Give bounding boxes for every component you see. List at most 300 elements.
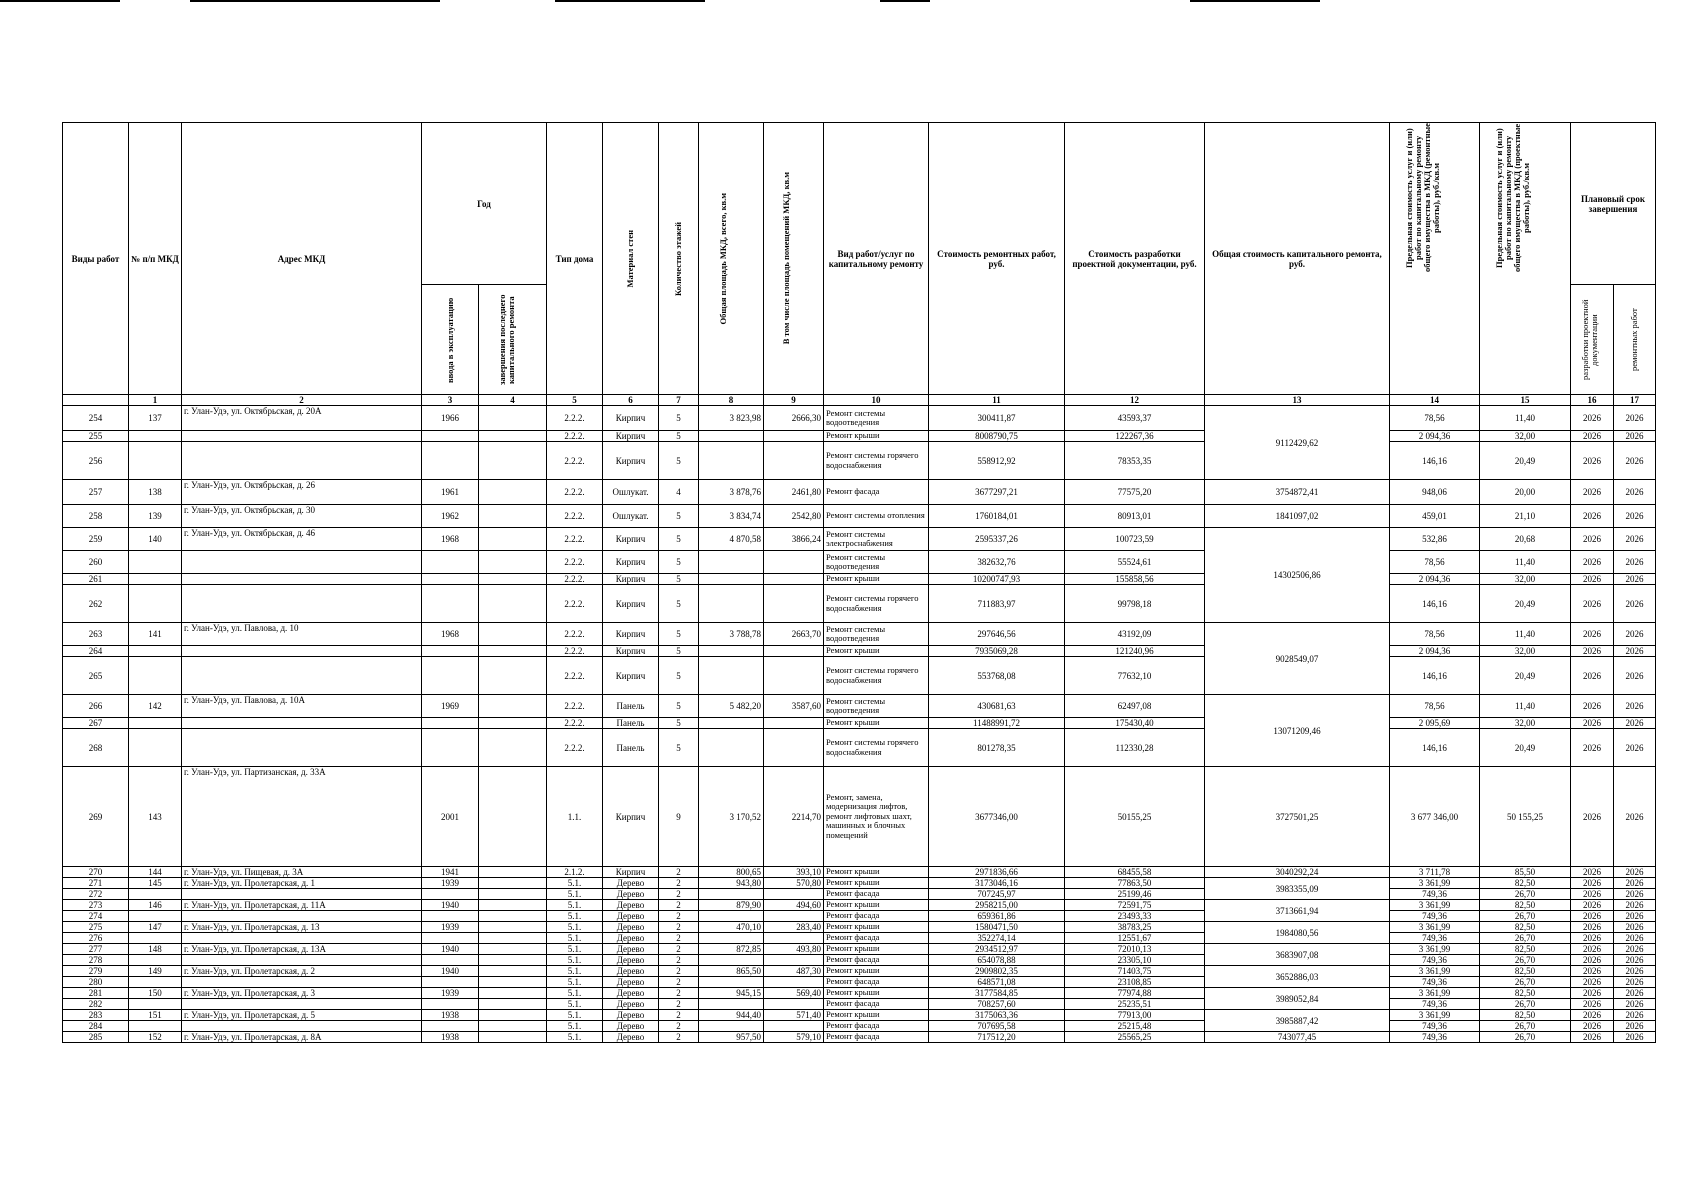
cell-year-last-repair (479, 406, 547, 431)
cell-limit-design: 82,50 (1480, 1010, 1571, 1021)
cell-limit-design: 32,00 (1480, 431, 1571, 442)
cell-address: г. Улан-Удэ, ул. Пролетарская, д. 3 (182, 988, 422, 999)
cell-deadline-design: 2026 (1571, 867, 1614, 878)
cell-limit-repair: 3 361,99 (1390, 922, 1480, 933)
column-number: 15 (1480, 395, 1571, 406)
cell-house-type: 5.1. (547, 955, 603, 966)
cell-design-cost: 12551,67 (1065, 933, 1205, 944)
cell-limit-design: 82,50 (1480, 922, 1571, 933)
cell-wall-material: Ошлукат. (603, 480, 659, 505)
cell-year-commission: 1939 (422, 922, 479, 933)
cell-row-number: 273 (63, 900, 129, 911)
header-wall-material-cell (603, 123, 659, 395)
cell-address: г. Улан-Удэ, ул. Пролетарская, д. 5 (182, 1010, 422, 1021)
cell-work-kind: Ремонт крыши (824, 966, 929, 977)
cell-work-kind: Ремонт фасада (824, 1032, 929, 1043)
cell-deadline-repair: 2026 (1614, 623, 1656, 646)
cell-address (182, 977, 422, 988)
cell-wall-material: Дерево (603, 933, 659, 944)
cell-mkd-number (129, 911, 182, 922)
cell-premises-area: 571,40 (764, 1010, 824, 1021)
cell-premises-area (764, 646, 824, 657)
cell-year-last-repair (479, 867, 547, 878)
cell-house-type: 2.2.2. (547, 505, 603, 528)
cell-floors: 4 (659, 480, 699, 505)
cell-design-cost: 62497,08 (1065, 695, 1205, 718)
cell-work-kind: Ремонт крыши (824, 1010, 929, 1021)
cell-total-area: 3 170,52 (699, 767, 764, 867)
cell-mkd-number (129, 933, 182, 944)
cell-total-area (699, 977, 764, 988)
column-number: 17 (1614, 395, 1656, 406)
cell-deadline-repair: 2026 (1614, 574, 1656, 585)
header-design-cost: Стоимость разработки проектной документации, руб. (1065, 123, 1205, 395)
cell-limit-repair: 3 711,78 (1390, 867, 1480, 878)
column-number: 1 (129, 395, 182, 406)
cell-wall-material: Кирпич (603, 528, 659, 551)
cell-limit-repair: 749,36 (1390, 1021, 1480, 1032)
cell-floors: 2 (659, 867, 699, 878)
cell-deadline-design: 2026 (1571, 505, 1614, 528)
cell-work-kind: Ремонт системы водоотведения (824, 695, 929, 718)
cell-year-commission (422, 442, 479, 480)
cell-year-last-repair (479, 480, 547, 505)
table-row (63, 933, 1656, 944)
cell-deadline-design: 2026 (1571, 977, 1614, 988)
cell-work-kind: Ремонт фасада (824, 480, 929, 505)
cell-design-cost: 100723,59 (1065, 528, 1205, 551)
cell-house-type: 2.2.2. (547, 431, 603, 442)
cell-deadline-design: 2026 (1571, 955, 1614, 966)
cell-year-last-repair (479, 505, 547, 528)
column-number: 16 (1571, 395, 1614, 406)
cell-mkd-number: 145 (129, 878, 182, 889)
cell-mkd-number (129, 889, 182, 900)
cell-limit-repair: 146,16 (1390, 442, 1480, 480)
cell-limit-repair: 3 361,99 (1390, 988, 1480, 999)
cell-design-cost: 43593,37 (1065, 406, 1205, 431)
table-row (63, 623, 1656, 646)
cell-deadline-design: 2026 (1571, 442, 1614, 480)
cell-design-cost: 25199,46 (1065, 889, 1205, 900)
cell-wall-material: Кирпич (603, 867, 659, 878)
cell-total-cost: 3754872,41 (1205, 480, 1390, 505)
cell-limit-repair: 78,56 (1390, 695, 1480, 718)
cell-work-kind: Ремонт крыши (824, 867, 929, 878)
table-row (63, 944, 1656, 955)
cell-total-area (699, 574, 764, 585)
cell-deadline-repair: 2026 (1614, 878, 1656, 889)
cell-total-cost: 3727501,25 (1205, 767, 1390, 867)
cell-row-number: 270 (63, 867, 129, 878)
cell-repair-cost: 430681,63 (929, 695, 1065, 718)
cell-design-cost: 77575,20 (1065, 480, 1205, 505)
cell-deadline-repair: 2026 (1614, 999, 1656, 1010)
cell-mkd-number (129, 657, 182, 695)
cell-repair-cost: 553768,08 (929, 657, 1065, 695)
table-row (63, 574, 1656, 585)
cell-limit-repair: 2 094,36 (1390, 431, 1480, 442)
cell-wall-material: Кирпич (603, 646, 659, 657)
cell-premises-area (764, 933, 824, 944)
cell-repair-cost: 3677297,21 (929, 480, 1065, 505)
cell-work-kind: Ремонт крыши (824, 718, 929, 729)
cell-work-kind: Ремонт крыши (824, 988, 929, 999)
cell-design-cost: 25215,48 (1065, 1021, 1205, 1032)
cell-year-last-repair (479, 718, 547, 729)
table-row (63, 718, 1656, 729)
cell-deadline-design: 2026 (1571, 999, 1614, 1010)
cell-mkd-number: 141 (129, 623, 182, 646)
cell-premises-area: 2461,80 (764, 480, 824, 505)
cell-design-cost: 112330,28 (1065, 729, 1205, 767)
header-deadline-repair-cell (1614, 285, 1656, 395)
cell-year-commission (422, 574, 479, 585)
table-row (63, 695, 1656, 718)
cell-repair-cost: 2971836,66 (929, 867, 1065, 878)
cell-wall-material: Дерево (603, 966, 659, 977)
cell-year-last-repair (479, 623, 547, 646)
cell-design-cost: 55524,61 (1065, 551, 1205, 574)
cell-total-area: 4 870,58 (699, 528, 764, 551)
cell-limit-design: 32,00 (1480, 574, 1571, 585)
cell-total-cost: 743077,45 (1205, 1032, 1390, 1043)
cell-design-cost: 78353,35 (1065, 442, 1205, 480)
column-number: 8 (699, 395, 764, 406)
table-row (63, 585, 1656, 623)
cell-limit-repair: 3 361,99 (1390, 1010, 1480, 1021)
cell-floors: 5 (659, 442, 699, 480)
cell-mkd-number: 151 (129, 1010, 182, 1021)
cell-total-area: 943,80 (699, 878, 764, 889)
cell-address (182, 911, 422, 922)
cell-deadline-repair: 2026 (1614, 900, 1656, 911)
cell-limit-repair: 948,06 (1390, 480, 1480, 505)
cell-wall-material: Дерево (603, 1021, 659, 1032)
cell-floors: 5 (659, 431, 699, 442)
cell-row-number: 265 (63, 657, 129, 695)
cell-total-area (699, 646, 764, 657)
cell-total-area: 3 788,78 (699, 623, 764, 646)
cell-limit-design: 26,70 (1480, 999, 1571, 1010)
cell-total-cost: 3683907,08 (1205, 944, 1390, 966)
cell-premises-area (764, 585, 824, 623)
cell-house-type: 2.2.2. (547, 695, 603, 718)
column-number: 3 (422, 395, 479, 406)
cell-repair-cost: 2909802,35 (929, 966, 1065, 977)
cell-mkd-number: 150 (129, 988, 182, 999)
cell-address (182, 646, 422, 657)
scan-edge-line (555, 0, 705, 2)
cell-wall-material: Дерево (603, 878, 659, 889)
cell-deadline-repair: 2026 (1614, 767, 1656, 867)
cell-row-number: 260 (63, 551, 129, 574)
table-row (63, 988, 1656, 999)
cell-work-kind: Ремонт системы водоотведения (824, 551, 929, 574)
cell-limit-design: 26,70 (1480, 1021, 1571, 1032)
cell-year-last-repair (479, 933, 547, 944)
header-work-kind: Вид работ/услуг по капитальному ремонту (824, 123, 929, 395)
cell-repair-cost: 7935069,28 (929, 646, 1065, 657)
cell-floors: 5 (659, 623, 699, 646)
cell-total-area (699, 431, 764, 442)
cell-total-cost: 3713661,94 (1205, 900, 1390, 922)
cell-wall-material: Кирпич (603, 431, 659, 442)
cell-row-number: 277 (63, 944, 129, 955)
cell-house-type: 2.2.2. (547, 718, 603, 729)
cell-repair-cost: 3677346,00 (929, 767, 1065, 867)
cell-repair-cost: 11488991,72 (929, 718, 1065, 729)
cell-address: г. Улан-Удэ, ул. Партизанская, д. 33А (182, 767, 422, 867)
cell-repair-cost: 711883,97 (929, 585, 1065, 623)
cell-limit-design: 26,70 (1480, 889, 1571, 900)
cell-wall-material: Кирпич (603, 442, 659, 480)
cell-repair-cost: 10200747,93 (929, 574, 1065, 585)
cell-floors: 5 (659, 505, 699, 528)
cell-total-area (699, 999, 764, 1010)
cell-mkd-number (129, 646, 182, 657)
cell-floors: 5 (659, 695, 699, 718)
cell-wall-material: Дерево (603, 900, 659, 911)
cell-deadline-repair: 2026 (1614, 977, 1656, 988)
cell-row-number: 266 (63, 695, 129, 718)
cell-deadline-design: 2026 (1571, 922, 1614, 933)
cell-design-cost: 72591,75 (1065, 900, 1205, 911)
cell-house-type: 5.1. (547, 933, 603, 944)
cell-wall-material: Дерево (603, 999, 659, 1010)
cell-year-commission (422, 718, 479, 729)
cell-limit-design: 20,49 (1480, 442, 1571, 480)
cell-year-commission: 1969 (422, 695, 479, 718)
cell-year-commission (422, 729, 479, 767)
cell-total-cost: 3652886,03 (1205, 966, 1390, 988)
cell-floors: 2 (659, 1021, 699, 1032)
cell-limit-repair: 749,36 (1390, 889, 1480, 900)
cell-premises-area (764, 977, 824, 988)
cell-limit-design: 82,50 (1480, 944, 1571, 955)
cell-deadline-repair: 2026 (1614, 988, 1656, 999)
cell-limit-design: 20,49 (1480, 585, 1571, 623)
cell-limit-repair: 146,16 (1390, 657, 1480, 695)
table-row (63, 657, 1656, 695)
table-row (63, 911, 1656, 922)
cell-work-kind: Ремонт фасада (824, 955, 929, 966)
cell-limit-repair: 2 094,36 (1390, 574, 1480, 585)
cell-year-commission (422, 999, 479, 1010)
cell-year-last-repair (479, 988, 547, 999)
cell-premises-area: 494,60 (764, 900, 824, 911)
cell-mkd-number: 148 (129, 944, 182, 955)
cell-total-area (699, 1021, 764, 1032)
cell-year-last-repair (479, 1021, 547, 1032)
cell-total-area: 865,50 (699, 966, 764, 977)
cell-year-last-repair (479, 999, 547, 1010)
cell-house-type: 5.1. (547, 977, 603, 988)
cell-house-type: 5.1. (547, 966, 603, 977)
cell-house-type: 2.2.2. (547, 406, 603, 431)
cell-design-cost: 121240,96 (1065, 646, 1205, 657)
cell-row-number: 283 (63, 1010, 129, 1021)
cell-address: г. Улан-Удэ, ул. Октябрьская, д. 30 (182, 505, 422, 528)
column-number: 4 (479, 395, 547, 406)
cell-floors: 2 (659, 977, 699, 988)
cell-deadline-repair: 2026 (1614, 922, 1656, 933)
cell-work-kind: Ремонт системы горячего водоснабжения (824, 657, 929, 695)
cell-design-cost: 23305,10 (1065, 955, 1205, 966)
cell-row-number: 264 (63, 646, 129, 657)
cell-row-number: 280 (63, 977, 129, 988)
cell-house-type: 2.2.2. (547, 551, 603, 574)
cell-mkd-number (129, 431, 182, 442)
cell-year-commission: 1939 (422, 988, 479, 999)
cell-row-number: 254 (63, 406, 129, 431)
cell-deadline-design: 2026 (1571, 657, 1614, 695)
table-row (63, 1032, 1656, 1043)
cell-repair-cost: 2958215,00 (929, 900, 1065, 911)
cell-design-cost: 50155,25 (1065, 767, 1205, 867)
header-year-commission-cell (422, 285, 479, 395)
scan-edge-line (190, 0, 440, 2)
cell-year-commission (422, 1021, 479, 1032)
cell-row-number: 272 (63, 889, 129, 900)
cell-design-cost: 77974,88 (1065, 988, 1205, 999)
cell-deadline-repair: 2026 (1614, 911, 1656, 922)
scan-edge-line (1190, 0, 1320, 2)
table-row (63, 431, 1656, 442)
cell-total-cost: 14302506,86 (1205, 528, 1390, 623)
cell-limit-repair: 3 361,99 (1390, 878, 1480, 889)
table-row (63, 889, 1656, 900)
cell-mkd-number (129, 551, 182, 574)
cell-repair-cost: 659361,86 (929, 911, 1065, 922)
cell-house-type: 5.1. (547, 878, 603, 889)
cell-repair-cost: 2934512,97 (929, 944, 1065, 955)
cell-address: г. Улан-Удэ, ул. Пролетарская, д. 13 (182, 922, 422, 933)
table-row (63, 900, 1656, 911)
cell-design-cost: 71403,75 (1065, 966, 1205, 977)
cell-deadline-repair: 2026 (1614, 955, 1656, 966)
table-row (63, 406, 1656, 431)
cell-repair-cost: 654078,88 (929, 955, 1065, 966)
cell-house-type: 5.1. (547, 944, 603, 955)
cell-limit-repair: 3 361,99 (1390, 966, 1480, 977)
column-number: 14 (1390, 395, 1480, 406)
cell-house-type: 2.2.2. (547, 528, 603, 551)
cell-floors: 5 (659, 406, 699, 431)
header-limit-repair-cell (1390, 123, 1480, 395)
cell-address: г. Улан-Удэ, ул. Октябрьская, д. 26 (182, 480, 422, 505)
header-year-last-repair: завершения последнего капитального ремонта (496, 294, 516, 385)
cell-design-cost: 23493,33 (1065, 911, 1205, 922)
column-number-row (63, 395, 1656, 406)
column-number: 12 (1065, 395, 1205, 406)
cell-deadline-repair: 2026 (1614, 966, 1656, 977)
cell-wall-material: Дерево (603, 911, 659, 922)
cell-total-area: 3 834,74 (699, 505, 764, 528)
header-total-cost: Общая стоимость капитального ремонта, руб. (1205, 123, 1390, 395)
cell-work-kind: Ремонт системы отопления (824, 505, 929, 528)
column-number: 13 (1205, 395, 1390, 406)
cell-repair-cost: 3175063,36 (929, 1010, 1065, 1021)
cell-house-type: 2.2.2. (547, 480, 603, 505)
cell-wall-material: Кирпич (603, 657, 659, 695)
cell-floors: 5 (659, 574, 699, 585)
cell-limit-design: 21,10 (1480, 505, 1571, 528)
cell-address (182, 718, 422, 729)
cell-work-kind: Ремонт системы горячего водоснабжения (824, 585, 929, 623)
cell-deadline-repair: 2026 (1614, 1021, 1656, 1032)
cell-limit-design: 50 155,25 (1480, 767, 1571, 867)
cell-year-commission (422, 977, 479, 988)
cell-limit-repair: 3 677 346,00 (1390, 767, 1480, 867)
cell-premises-area (764, 431, 824, 442)
cell-deadline-repair: 2026 (1614, 551, 1656, 574)
cell-row-number: 271 (63, 878, 129, 889)
cell-deadline-design: 2026 (1571, 574, 1614, 585)
cell-limit-repair: 3 361,99 (1390, 900, 1480, 911)
cell-year-commission (422, 933, 479, 944)
cell-premises-area: 2666,30 (764, 406, 824, 431)
cell-design-cost: 155858,56 (1065, 574, 1205, 585)
cell-mkd-number: 143 (129, 767, 182, 867)
cell-deadline-design: 2026 (1571, 933, 1614, 944)
cell-year-last-repair (479, 442, 547, 480)
cell-limit-repair: 2 094,36 (1390, 646, 1480, 657)
cell-limit-repair: 146,16 (1390, 585, 1480, 623)
cell-deadline-repair: 2026 (1614, 480, 1656, 505)
column-number: 11 (929, 395, 1065, 406)
cell-address: г. Улан-Удэ, ул. Октябрьская, д. 20А (182, 406, 422, 431)
cell-mkd-number: 147 (129, 922, 182, 933)
cell-floors: 5 (659, 718, 699, 729)
table-row (63, 999, 1656, 1010)
cell-repair-cost: 717512,20 (929, 1032, 1065, 1043)
header-year: Год (422, 123, 547, 285)
cell-deadline-design: 2026 (1571, 585, 1614, 623)
cell-mkd-number (129, 729, 182, 767)
cell-repair-cost: 300411,87 (929, 406, 1065, 431)
cell-premises-area (764, 442, 824, 480)
cell-total-area (699, 889, 764, 900)
cell-year-commission (422, 911, 479, 922)
capital-repair-table (62, 122, 1656, 1043)
cell-limit-repair: 78,56 (1390, 623, 1480, 646)
cell-design-cost: 25235,51 (1065, 999, 1205, 1010)
cell-year-last-repair (479, 551, 547, 574)
cell-deadline-design: 2026 (1571, 729, 1614, 767)
cell-limit-repair: 78,56 (1390, 406, 1480, 431)
cell-year-last-repair (479, 767, 547, 867)
cell-house-type: 5.1. (547, 900, 603, 911)
cell-limit-design: 82,50 (1480, 966, 1571, 977)
cell-total-area: 3 823,98 (699, 406, 764, 431)
cell-repair-cost: 8008790,75 (929, 431, 1065, 442)
cell-deadline-repair: 2026 (1614, 944, 1656, 955)
cell-year-last-repair (479, 922, 547, 933)
cell-mkd-number: 152 (129, 1032, 182, 1043)
cell-house-type: 5.1. (547, 911, 603, 922)
cell-premises-area: 3866,24 (764, 528, 824, 551)
cell-row-number: 275 (63, 922, 129, 933)
header-address: Адрес МКД (182, 123, 422, 395)
table-row (63, 480, 1656, 505)
cell-mkd-number (129, 574, 182, 585)
cell-premises-area (764, 574, 824, 585)
cell-floors: 2 (659, 878, 699, 889)
cell-mkd-number: 138 (129, 480, 182, 505)
table-body (63, 406, 1656, 1043)
header-deadline-repair: ремонтных работ (1629, 308, 1639, 371)
